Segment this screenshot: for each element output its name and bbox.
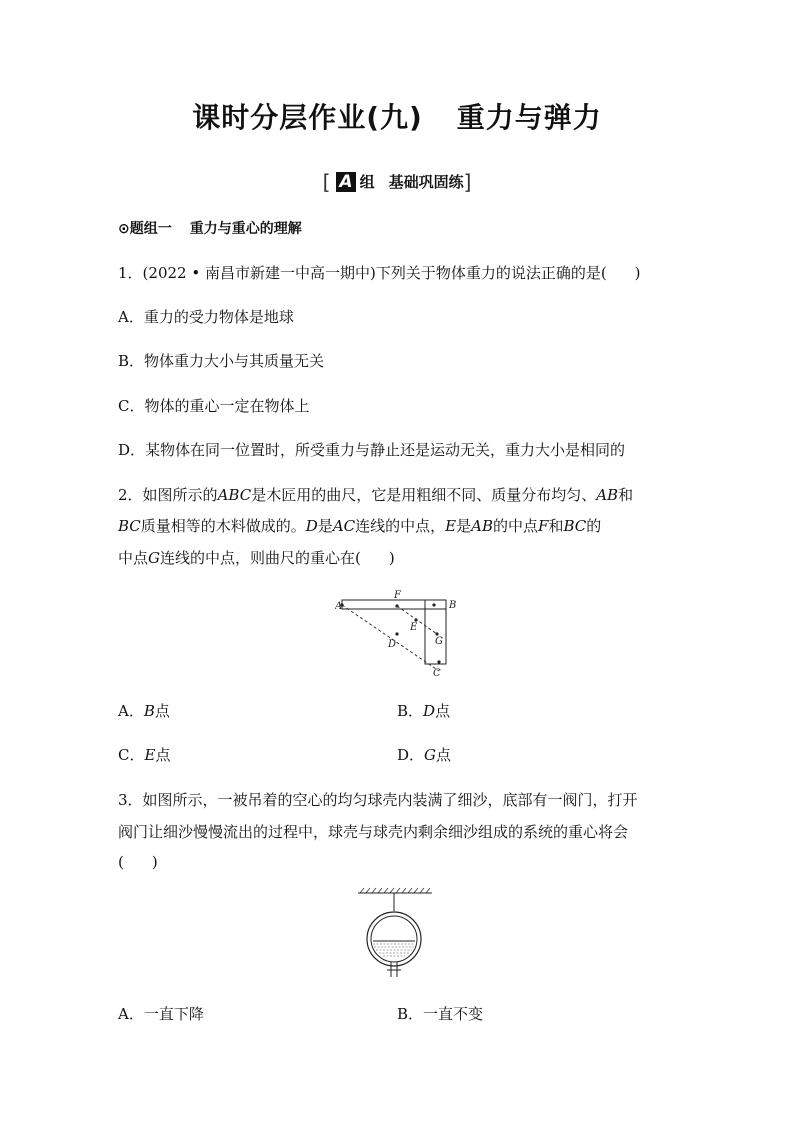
label-c: C [433, 668, 441, 679]
label-b: B [449, 600, 457, 611]
question-2-line-3: 中点G连线的中点，则曲尺的重心在( ) [118, 549, 395, 567]
question-text: 下列关于物体重力的说法正确的是( [375, 264, 607, 282]
carpenter-square-figure [335, 590, 465, 680]
q2-option-d[interactable]: D．G点 [397, 746, 452, 764]
ceiling-hatch [360, 888, 430, 893]
outer-shell [367, 912, 421, 966]
section-heading [118, 218, 302, 238]
sand-fill [373, 941, 415, 956]
point-b-dot [432, 603, 435, 606]
q1-option-a[interactable]: A．重力的受力物体是地球 [118, 308, 294, 326]
section-title: 重力与重心的理解 [189, 221, 302, 237]
point-f [395, 604, 398, 607]
right-bracket: ] [463, 170, 472, 194]
title-main: 课时分层作业(九) [192, 101, 423, 134]
group-heading [0, 170, 794, 194]
ruler-arm-ab [342, 600, 446, 609]
group-label: 组 [359, 173, 375, 191]
q1-option-b[interactable]: B．物体重力大小与其质量无关 [118, 352, 325, 370]
question-source: (2022 • 南昌市新建一中高一期中) [142, 264, 376, 282]
question-1-stem: 1．(2022 • 南昌市新建一中高一期中)下列关于物体重力的说法正确的是( ) [118, 264, 641, 282]
q2-option-c[interactable]: C．E点 [118, 746, 171, 764]
line-ac [342, 605, 439, 671]
label-e: E [410, 622, 418, 633]
q2-option-b[interactable]: B．D点 [397, 702, 451, 720]
inner-shell [371, 916, 417, 962]
q1-option-c[interactable]: C．物体的重心一定在物体上 [118, 397, 310, 415]
hanging-shell-figure [354, 885, 436, 980]
label-g: G [435, 636, 443, 647]
question-number: 1． [118, 264, 143, 282]
page-title [0, 96, 794, 136]
point-d [395, 632, 398, 635]
q3-option-a[interactable]: A．一直下降 [118, 1005, 204, 1023]
group-name: 基础巩固练 [388, 173, 464, 191]
label-a: A [335, 601, 343, 612]
ruler-arm-bc [425, 600, 446, 664]
title-topic: 重力与弹力 [456, 101, 602, 134]
question-3-line-2: 阀门让细沙慢慢流出的过程中，球壳与球壳内剩余细沙组成的系统的重心将会 [118, 823, 629, 841]
group-badge: A [336, 172, 355, 192]
question-2-line-1: 2．如图所示的ABC是木匠用的曲尺，它是用粗细不同、质量分布均匀、AB和 [118, 486, 634, 504]
section-label: 题组一 [129, 221, 172, 237]
question-2-line-2: BC质量相等的木料做成的。D是AC连线的中点，E是AB的中点F和BC的 [118, 517, 602, 535]
q3-option-b[interactable]: B．一直不变 [397, 1005, 484, 1023]
question-3-line-1: 3．如图所示，一被吊着的空心的均匀球壳内装满了细沙，底部有一阀门，打开 [118, 791, 638, 809]
left-bracket: [ [322, 170, 331, 194]
valve-icon [387, 962, 401, 977]
target-icon: ⊙ [118, 221, 130, 237]
q1-option-d[interactable]: D．某物体在同一位置时，所受重力与静止还是运动无关，重力大小是相同的 [118, 441, 626, 459]
question-3-line-3: ( ) [118, 853, 158, 871]
q2-option-a[interactable]: A．B点 [118, 702, 170, 720]
point-c-dot [437, 660, 440, 663]
label-d: D [388, 639, 397, 650]
label-f: F [394, 590, 401, 601]
